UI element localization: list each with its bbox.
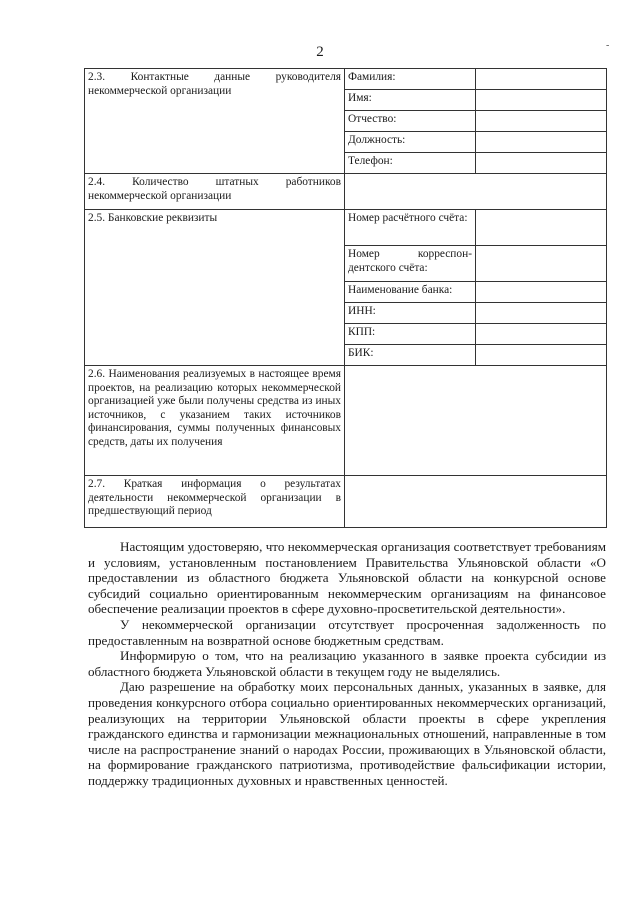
results-label: 2.7. Краткая информация о результатах деятельности некоммерческой организации в предшествующий период — [85, 476, 345, 528]
paragraph-compliance: Настоящим удостоверяю, что некоммерческая организация соответствует требованиям и условиям, установленным постановлением Правительства Ульяновской области «О предоставлении из областного бюджета Ульяновской области на конкурсной основе субсидий социально ориентированным некоммерческим организациям на финансовое обеспечение реализации проектов в сфере духовно-просветительской деятельности». — [88, 539, 606, 617]
correspondent-account-label: Номер корреспондентского счёта: — [345, 246, 476, 282]
account-number-value-cell[interactable] — [476, 210, 607, 246]
paragraph-no-prior-subsidy: Информирую о том, что на реализацию указанного в заявке проекта субсидии из областного бюджета Ульяновской области в текущем году не выделялись. — [88, 648, 606, 679]
projects-label: 2.6. Наименования реализуемых в настоящее время проектов, на реализацию которых некоммерческой организацией уже были получены средства из иных источников, с указанием таких источников финансирования, суммы полученных финансовых средств, даты их получения — [85, 366, 345, 476]
phone-label: Телефон: — [345, 153, 476, 174]
bik-value-cell[interactable] — [476, 345, 607, 366]
bank-details-label: 2.5. Банковские реквизиты — [85, 210, 345, 366]
page-number: 2 — [316, 44, 324, 60]
surname-value-cell[interactable] — [476, 69, 607, 90]
patronymic-label: Отчество: — [345, 111, 476, 132]
contacts-label: 2.3. Контактные данные руководителя некоммерческой организации — [85, 69, 345, 174]
kpp-value-cell[interactable] — [476, 324, 607, 345]
inn-value-cell[interactable] — [476, 303, 607, 324]
position-label: Должность: — [345, 132, 476, 153]
bik-label: БИК: — [345, 345, 476, 366]
surname-label: Фамилия: — [345, 69, 476, 90]
table-row — [85, 366, 607, 476]
results-value-cell[interactable] — [345, 476, 607, 528]
name-label: Имя: — [345, 90, 476, 111]
paragraph-personal-data-consent: Даю разрешение на обработку моих персональных данных, указанных в заявке, для проведения конкурсного отбора социально ориентированных некоммерческих организаций, реализующих на территории Ульяновской области проекты в сфере укрепления гражданского единства и гармонизации межнациональных отношений, направленные в том числе на распространение знаний о народах России, проживающих в Ульяновской области, на формирование гражданского патриотизма, противодействие фальсификации истории, поддержку традиционных духовных и нравственных ценностей. — [88, 679, 606, 788]
kpp-label: КПП: — [345, 324, 476, 345]
account-number-label: Номер расчётного счёта: — [345, 210, 476, 246]
declaration-text — [88, 539, 606, 789]
bank-name-value-cell[interactable] — [476, 282, 607, 303]
table-row — [85, 210, 607, 246]
staff-count-value-cell[interactable] — [345, 174, 607, 210]
corner-mark: - — [606, 40, 610, 51]
projects-value-cell[interactable] — [345, 366, 607, 476]
patronymic-value-cell[interactable] — [476, 111, 607, 132]
paragraph-no-debt: У некоммерческой организации отсутствует просроченная задолженность по предоставленным на возвратной основе бюджетным средствам. — [88, 616, 606, 648]
correspondent-account-value-cell[interactable] — [476, 246, 607, 282]
inn-label: ИНН: — [345, 303, 476, 324]
position-value-cell[interactable] — [476, 132, 607, 153]
phone-value-cell[interactable] — [476, 153, 607, 174]
table-row — [85, 476, 607, 528]
staff-count-label: 2.4. Количество штатных работников некоммерческой организации — [85, 174, 345, 210]
table-row — [85, 174, 607, 210]
table-row — [85, 69, 607, 90]
application-form-table — [84, 68, 607, 528]
name-value-cell[interactable] — [476, 90, 607, 111]
bank-name-label: Наименование банка: — [345, 282, 476, 303]
